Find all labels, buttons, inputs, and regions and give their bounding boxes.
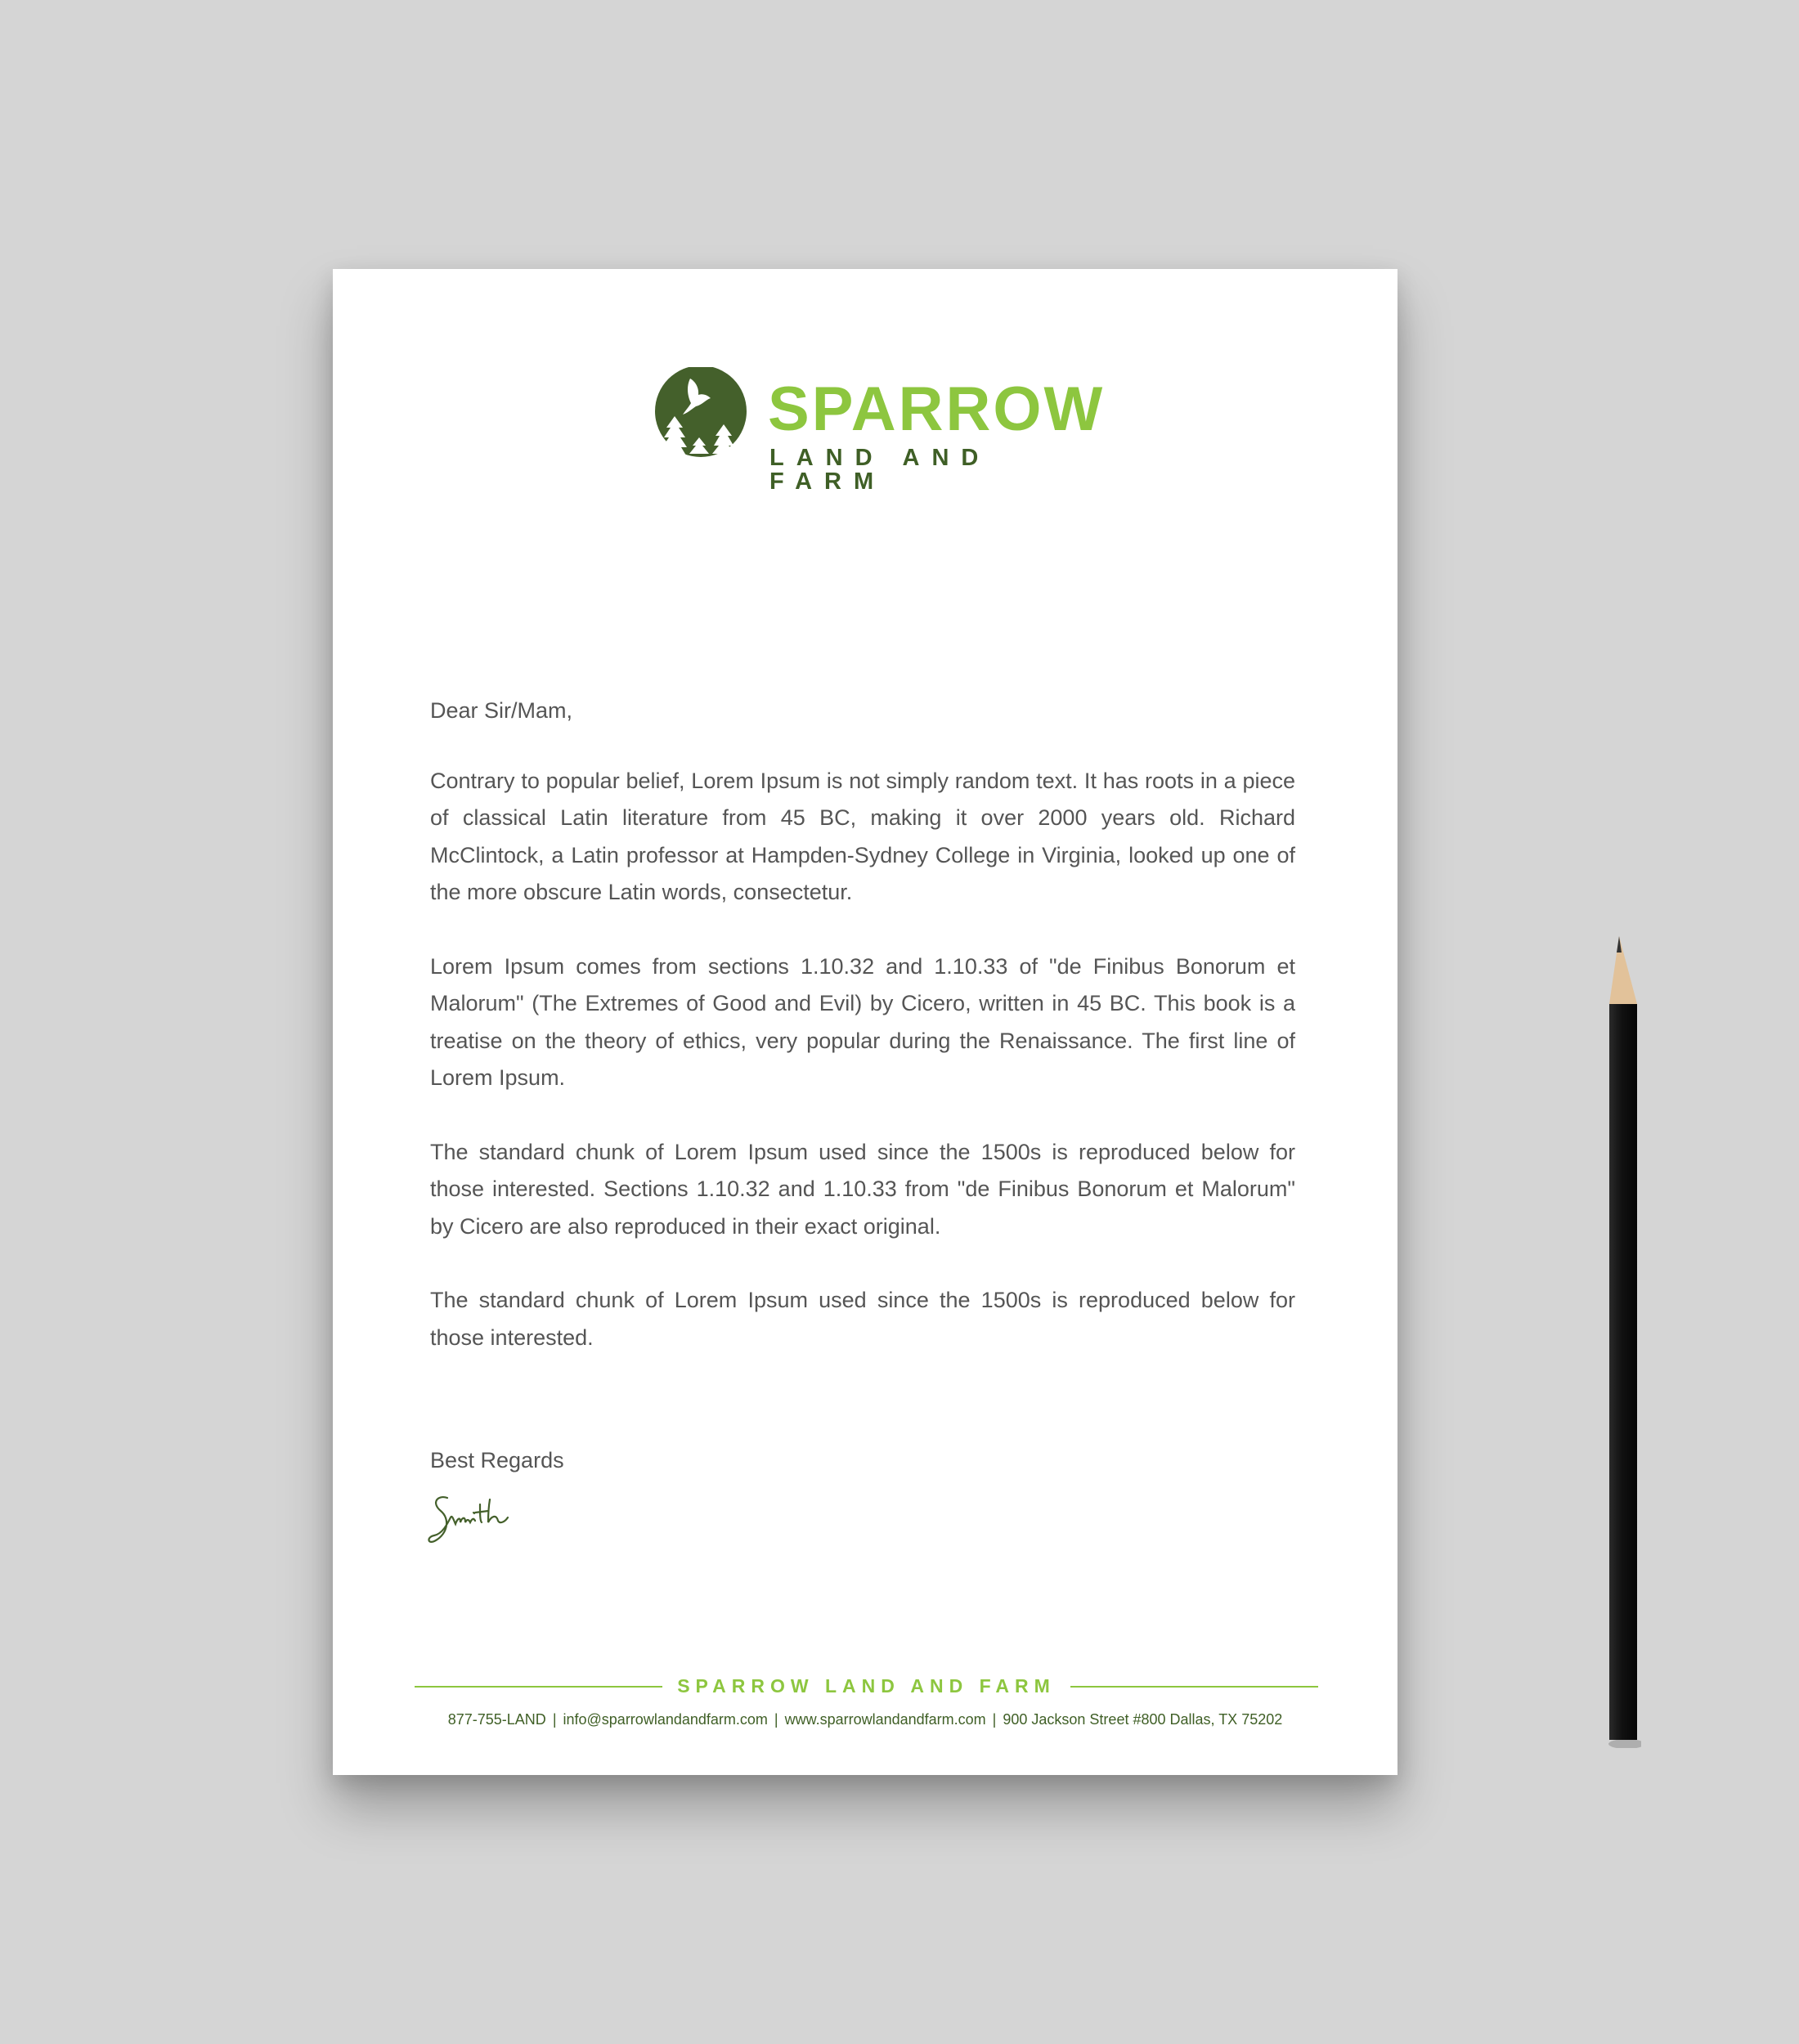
closing: Best Regards — [430, 1448, 564, 1472]
logo-name: SPARROW — [768, 374, 1106, 444]
footer-divider-left — [415, 1686, 662, 1688]
paragraph-4: The standard chunk of Lorem Ipsum used since the 1500s is reproduced below for those interested. — [430, 1288, 1295, 1350]
paragraph-1: Contrary to popular belief, Lorem Ipsum is not simply random text. It has roots in a piece of classical Latin literature from 45 BC, making it over 2000 years old. Richard McClintock, a Latin professor at Hampden-Sydney College in Virginia, looked up one of the more obscure Latin words, consectetur. — [430, 768, 1295, 904]
paragraph-2: Lorem Ipsum comes from sections 1.10.32 and 1.10.33 of "de Finibus Bonorum et Malorum" (The Extremes of Good and Evil) by Cicero, written in 45 BC. This book is a treatise on the theory of ethics, very popular during the Renaissance. The first line of Lorem Ipsum. — [430, 953, 1295, 1090]
footer-divider-right — [1070, 1686, 1318, 1688]
letterhead-paper — [333, 269, 1397, 1775]
footer-website: www.sparrowlandandfarm.com — [784, 1711, 986, 1728]
sparrow-tree-logo-icon — [653, 367, 748, 462]
logo-tagline: LAND AND FARM — [769, 445, 991, 495]
footer-email: info@sparrowlandandfarm.com — [563, 1711, 768, 1728]
footer-title-row — [415, 1675, 1318, 1697]
separator: | — [774, 1711, 778, 1728]
footer-contact — [333, 1711, 1397, 1728]
salutation: Dear Sir/Mam, — [430, 698, 573, 723]
pencil-decoration — [1607, 935, 1641, 1748]
separator: | — [992, 1711, 997, 1728]
company-logo — [647, 367, 1106, 495]
footer-phone: 877-755-LAND — [447, 1711, 546, 1728]
letter-body — [430, 693, 1295, 1393]
paragraph-3: The standard chunk of Lorem Ipsum used since the 1500s is reproduced below for those interested. Sections 1.10.32 and 1.10.33 from "de Finibus Bonorum et Malorum" by Cicero are also reproduced in their exact original. — [430, 1139, 1295, 1239]
separator: | — [552, 1711, 557, 1728]
footer-address: 900 Jackson Street #800 Dallas, TX 75202 — [1003, 1711, 1283, 1728]
signature-smith — [423, 1491, 521, 1557]
footer-company-name: SPARROW LAND AND FARM — [677, 1675, 1056, 1697]
